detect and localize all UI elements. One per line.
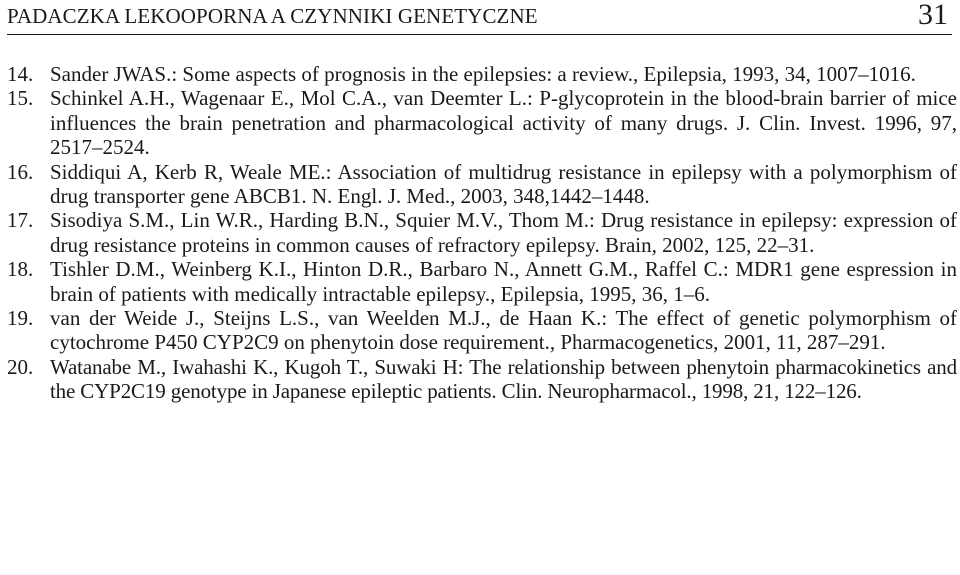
reference-number: 16. — [7, 159, 34, 184]
reference-text: Sisodiya S.M., Lin W.R., Harding B.N., Squier M.V., Thom M.: Drug resistance in epilepsy: expression of drug resistance proteins in common causes of refractory epilepsy. Brain, 2002, 125, 22–31. — [50, 208, 957, 257]
page-number: 31 — [918, 0, 948, 31]
reference-number: 19. — [7, 306, 34, 331]
reference-text: Watanabe M., Iwahashi K., Kugoh T., Suwaki H: The relationship between phenytoin pharmacokinetics and the CYP2C19 genotype in Japanese epileptic patients. Clin. Neuropharmacol., 1998, 21, 122–126. — [50, 354, 957, 404]
reference-number: 18. — [7, 257, 34, 282]
reference-17 — [7, 208, 957, 257]
reference-list — [7, 62, 957, 404]
reference-number: 15. — [7, 86, 34, 111]
reference-text: van der Weide J., Steijns L.S., van Weelden M.J., de Haan K.: The effect of genetic polymorphism of cytochrome P450 CYP2C9 on phenytoin dose requirement., Pharmacogenetics, 2001, 11, 287–291. — [50, 306, 957, 355]
reference-19 — [7, 306, 957, 355]
reference-text: Schinkel A.H., Wagenaar E., Mol C.A., van Deemter L.: P-glycoprotein in the blood-brain barrier of mice influences the brain penetration and pharmacological activity of many drugs. J. Clin. Invest. 1996, 97, 2517–2524. — [50, 86, 957, 160]
reference-18 — [7, 257, 957, 306]
page-header — [7, 0, 952, 35]
reference-15 — [7, 86, 957, 159]
reference-16 — [7, 160, 957, 209]
reference-number: 14. — [7, 62, 34, 86]
reference-number: 20. — [7, 354, 34, 379]
reference-number: 17. — [7, 208, 34, 233]
reference-14 — [7, 62, 957, 86]
reference-text: Tishler D.M., Weinberg K.I., Hinton D.R., Barbaro N., Annett G.M., Raffel C.: MDR1 gene espression in brain of patients with medically intractable epilepsy., Epilepsia, 1995, 36, 1–6. — [50, 257, 957, 306]
running-title: PADACZKA LEKOOPORNA A CZYNNIKI GENETYCZNE — [7, 4, 538, 28]
reference-text: Sander JWAS.: Some aspects of prognosis in the epilepsies: a review., Epilepsia, 1993, 34, 1007–1016. — [50, 62, 916, 86]
reference-text: Siddiqui A, Kerb R, Weale ME.: Association of multidrug resistance in epilepsy with a polymorphism of drug transporter gene ABCB1. N. Engl. J. Med., 2003, 348,1442–1448. — [50, 159, 957, 209]
reference-20 — [7, 355, 957, 404]
